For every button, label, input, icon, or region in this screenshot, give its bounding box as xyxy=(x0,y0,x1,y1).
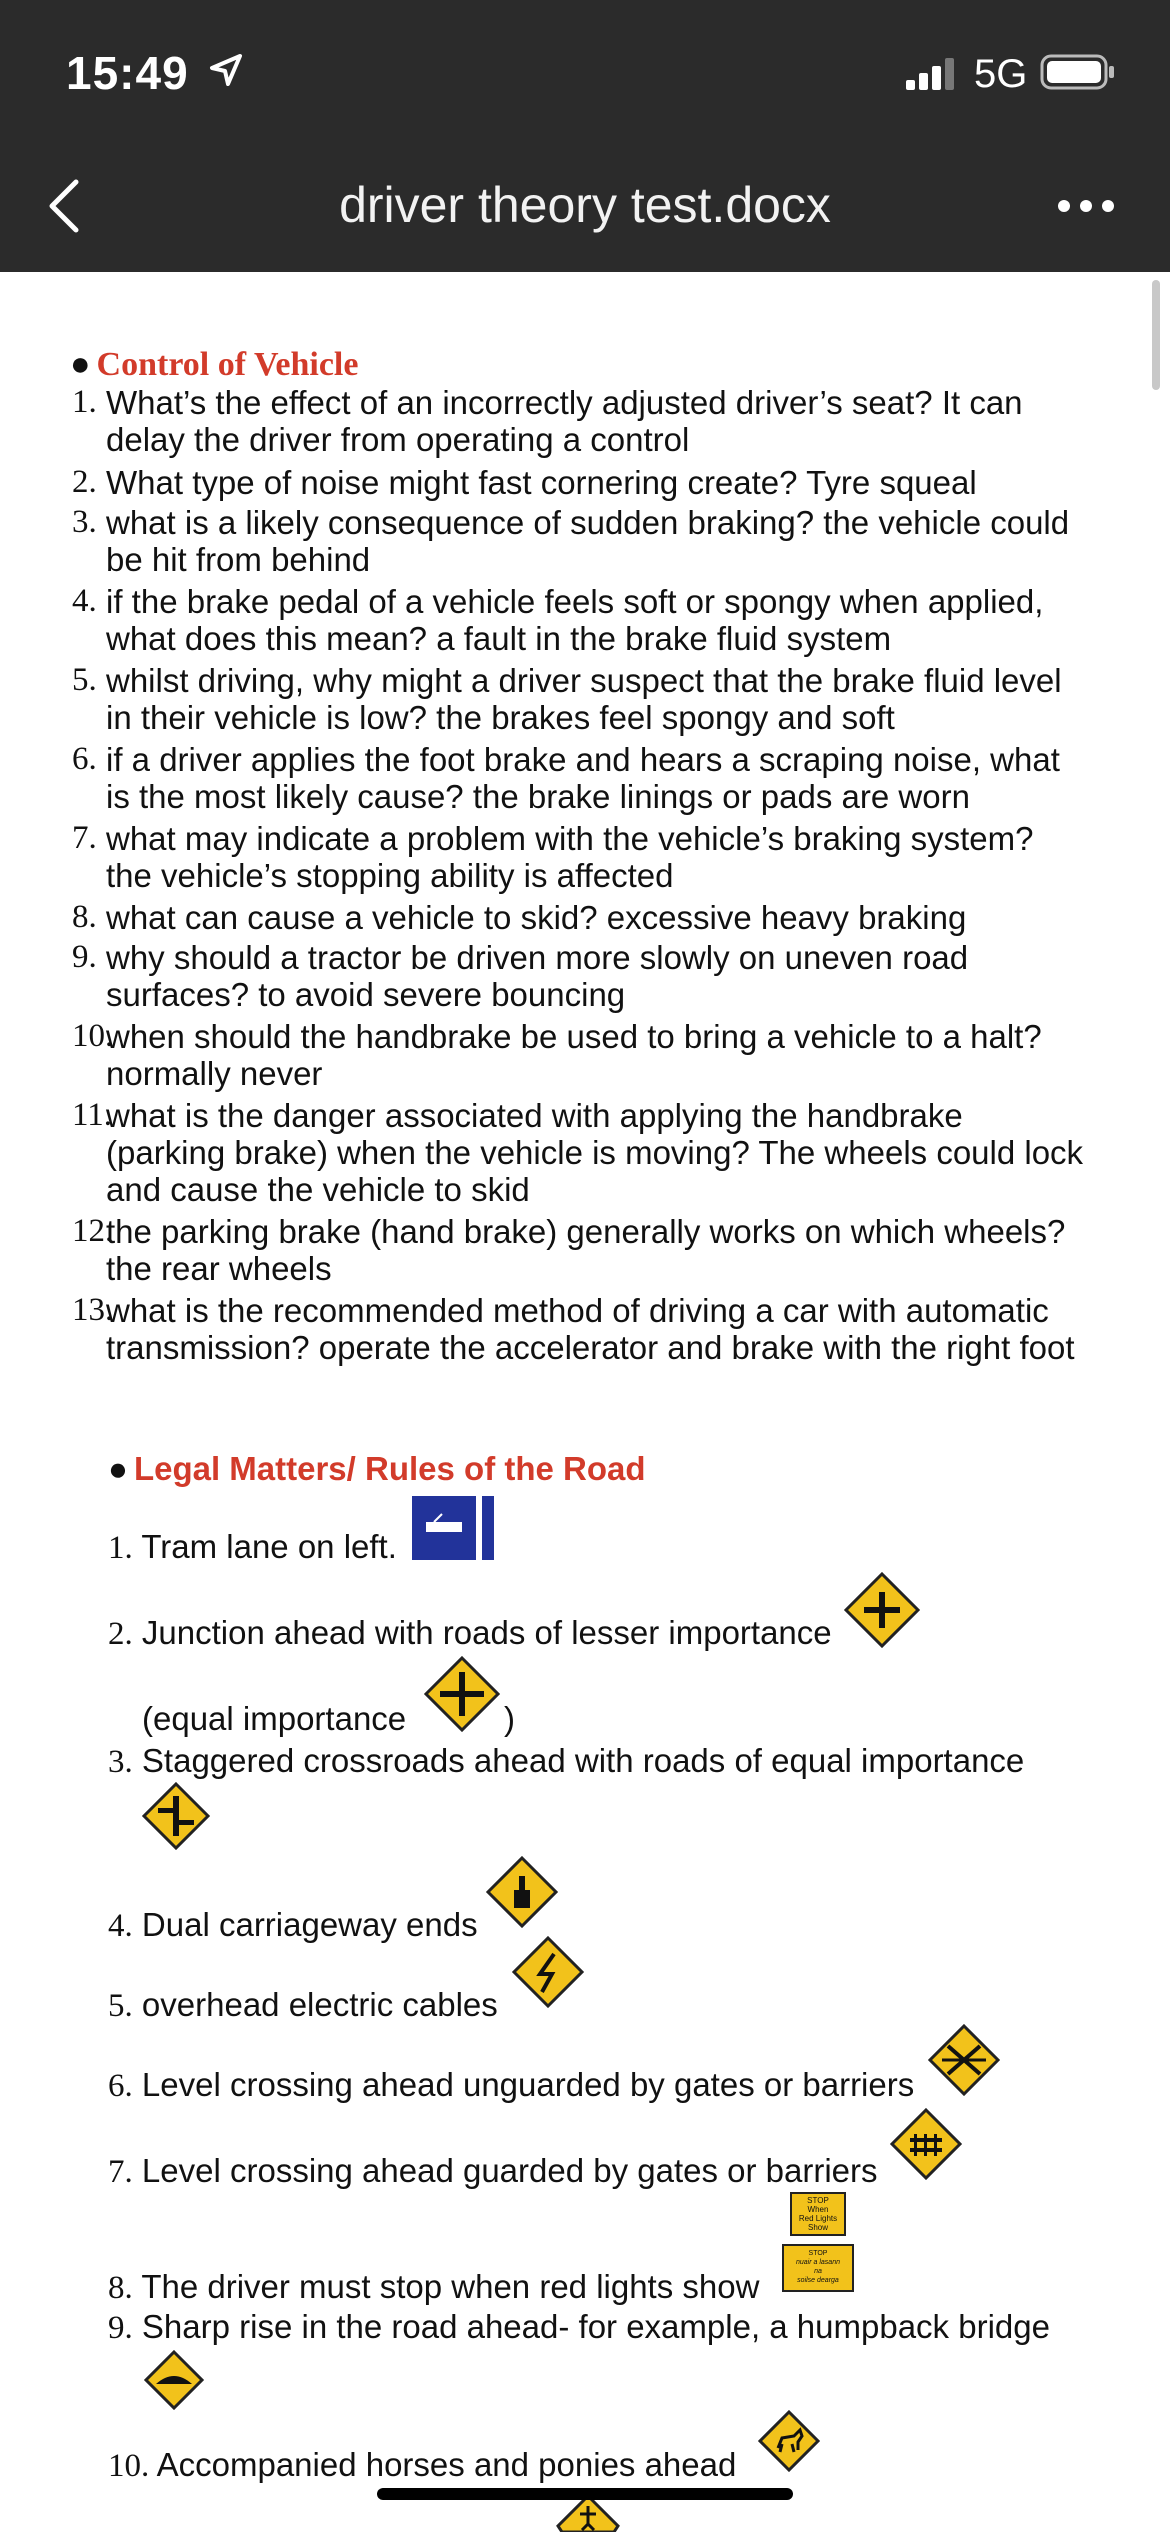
list-item: 1. Tram lane on left. xyxy=(108,1528,397,1566)
document-page[interactable]: ● Control of Vehicle 1. What’s the effect of an incorrectly adjusted driver’s seat? It can delay the driver from operating a control 2. What type of noise might fast cornering create? Tyre squeal 3. what is a likely consequence of sudden braking? the vehicle could be hit from behind 4. if the brake pedal of a vehicle feels soft or spongy when applied, what does this mean? a fault in the brake fluid system 5. whilst driving, why might a driver suspect that the brake fluid level in their vehicle is low? the brakes feel spongy and soft 6. if a driver applies the foot brake and hears a scraping noise, what is the most likely cause? the brake linings or pads are worn 7. what may indicate a problem with the vehicle’s braking system? the vehicle’s stopping ability is affected 8. what can cause a vehicle to skid? excessive heavy braking 9. why should a tractor be driven more slowly on uneven road surfaces? to avoid severe bouncing 10. when should the handbrake be used to bring a vehicle to a halt? normally never 11. what is the danger associated with applying the handbrake (parking brake) when the vehicle is moving? The wheels could lock and cause the vehicle to skid 12. the parking brake (hand brake) generally works on which wheels? the rear wheels 13. what is the recommended method of driving a car with automatic transmission? operate the accelerator and brake with the right foot ● Legal Matters/ Rules of the Road 1. Tram lane on left. 2. Junction ahead with roads of lesser importance (equal importance ) 3. Staggered crossroads ahead with roads of equal importance 4. Dual carriageway ends 5. overhead electric cables 6. Level crossing ahead unguarded by gates or barriers 7. Level crossing ahead guarded by gates or barriers STOP When Red Lights Show STOP nuair a lasann na soilse dearga 8. The driver must stop when red lights show 9. Sharp rise in the road ahead- for example, a humpback bridge 10. Accompanied horses and ponies ahead xyxy=(0,272,1170,2532)
humpback-bridge-sign-icon xyxy=(144,2350,204,2410)
status-time: 15:49 xyxy=(66,47,189,99)
more-options-icon[interactable] xyxy=(1056,196,1116,216)
crossroads-sign-icon xyxy=(424,1656,500,1732)
list-item: 6. Level crossing ahead unguarded by gates or barriers xyxy=(108,2066,915,2104)
list-item: 10. Accompanied horses and ponies ahead xyxy=(108,2446,737,2484)
list-item: 7. Level crossing ahead guarded by gates or barriers xyxy=(108,2152,878,2190)
list-item: 3. Staggered crossroads ahead with roads of equal importance xyxy=(108,1742,1025,1780)
network-type: 5G xyxy=(974,52,1028,96)
staggered-crossroads-sign-icon xyxy=(142,1782,210,1850)
section-heading-control: ● Control of Vehicle xyxy=(70,346,359,383)
list-item: 2. Junction ahead with roads of lesser importance xyxy=(108,1614,832,1652)
junction-sign-icon xyxy=(844,1572,920,1648)
list-item: ) xyxy=(504,1700,515,1737)
home-indicator[interactable] xyxy=(377,2488,793,2500)
stop-irish-sign: STOP nuair a lasann na soilse dearga xyxy=(782,2244,854,2292)
status-bar xyxy=(0,0,1170,140)
list-item: 5. overhead electric cables xyxy=(108,1986,498,2024)
document-title: driver theory test.docx xyxy=(339,177,831,233)
dual-carriageway-ends-sign-icon xyxy=(486,1856,558,1928)
tram-lane-sign-icon xyxy=(412,1496,494,1560)
list-item: 4. Dual carriageway ends xyxy=(108,1906,478,1944)
list-item: 8. The driver must stop when red lights show xyxy=(108,2268,760,2306)
unguarded-level-crossing-sign-icon xyxy=(928,2024,1000,2096)
horses-sign-icon xyxy=(758,2410,820,2472)
signal-bars-icon xyxy=(906,58,962,90)
stop-when-red-lights-sign: STOP When Red Lights Show xyxy=(790,2192,846,2236)
list-item: 9. Sharp rise in the road ahead- for example, a humpback bridge xyxy=(108,2308,1050,2346)
guarded-level-crossing-sign-icon xyxy=(890,2108,962,2180)
section-heading-legal: ● Legal Matters/ Rules of the Road xyxy=(108,1450,646,1487)
location-arrow-icon xyxy=(208,52,244,88)
electric-cables-sign-icon xyxy=(512,1936,584,2008)
battery-icon xyxy=(1040,54,1116,90)
list-item: (equal importance xyxy=(142,1700,407,1737)
